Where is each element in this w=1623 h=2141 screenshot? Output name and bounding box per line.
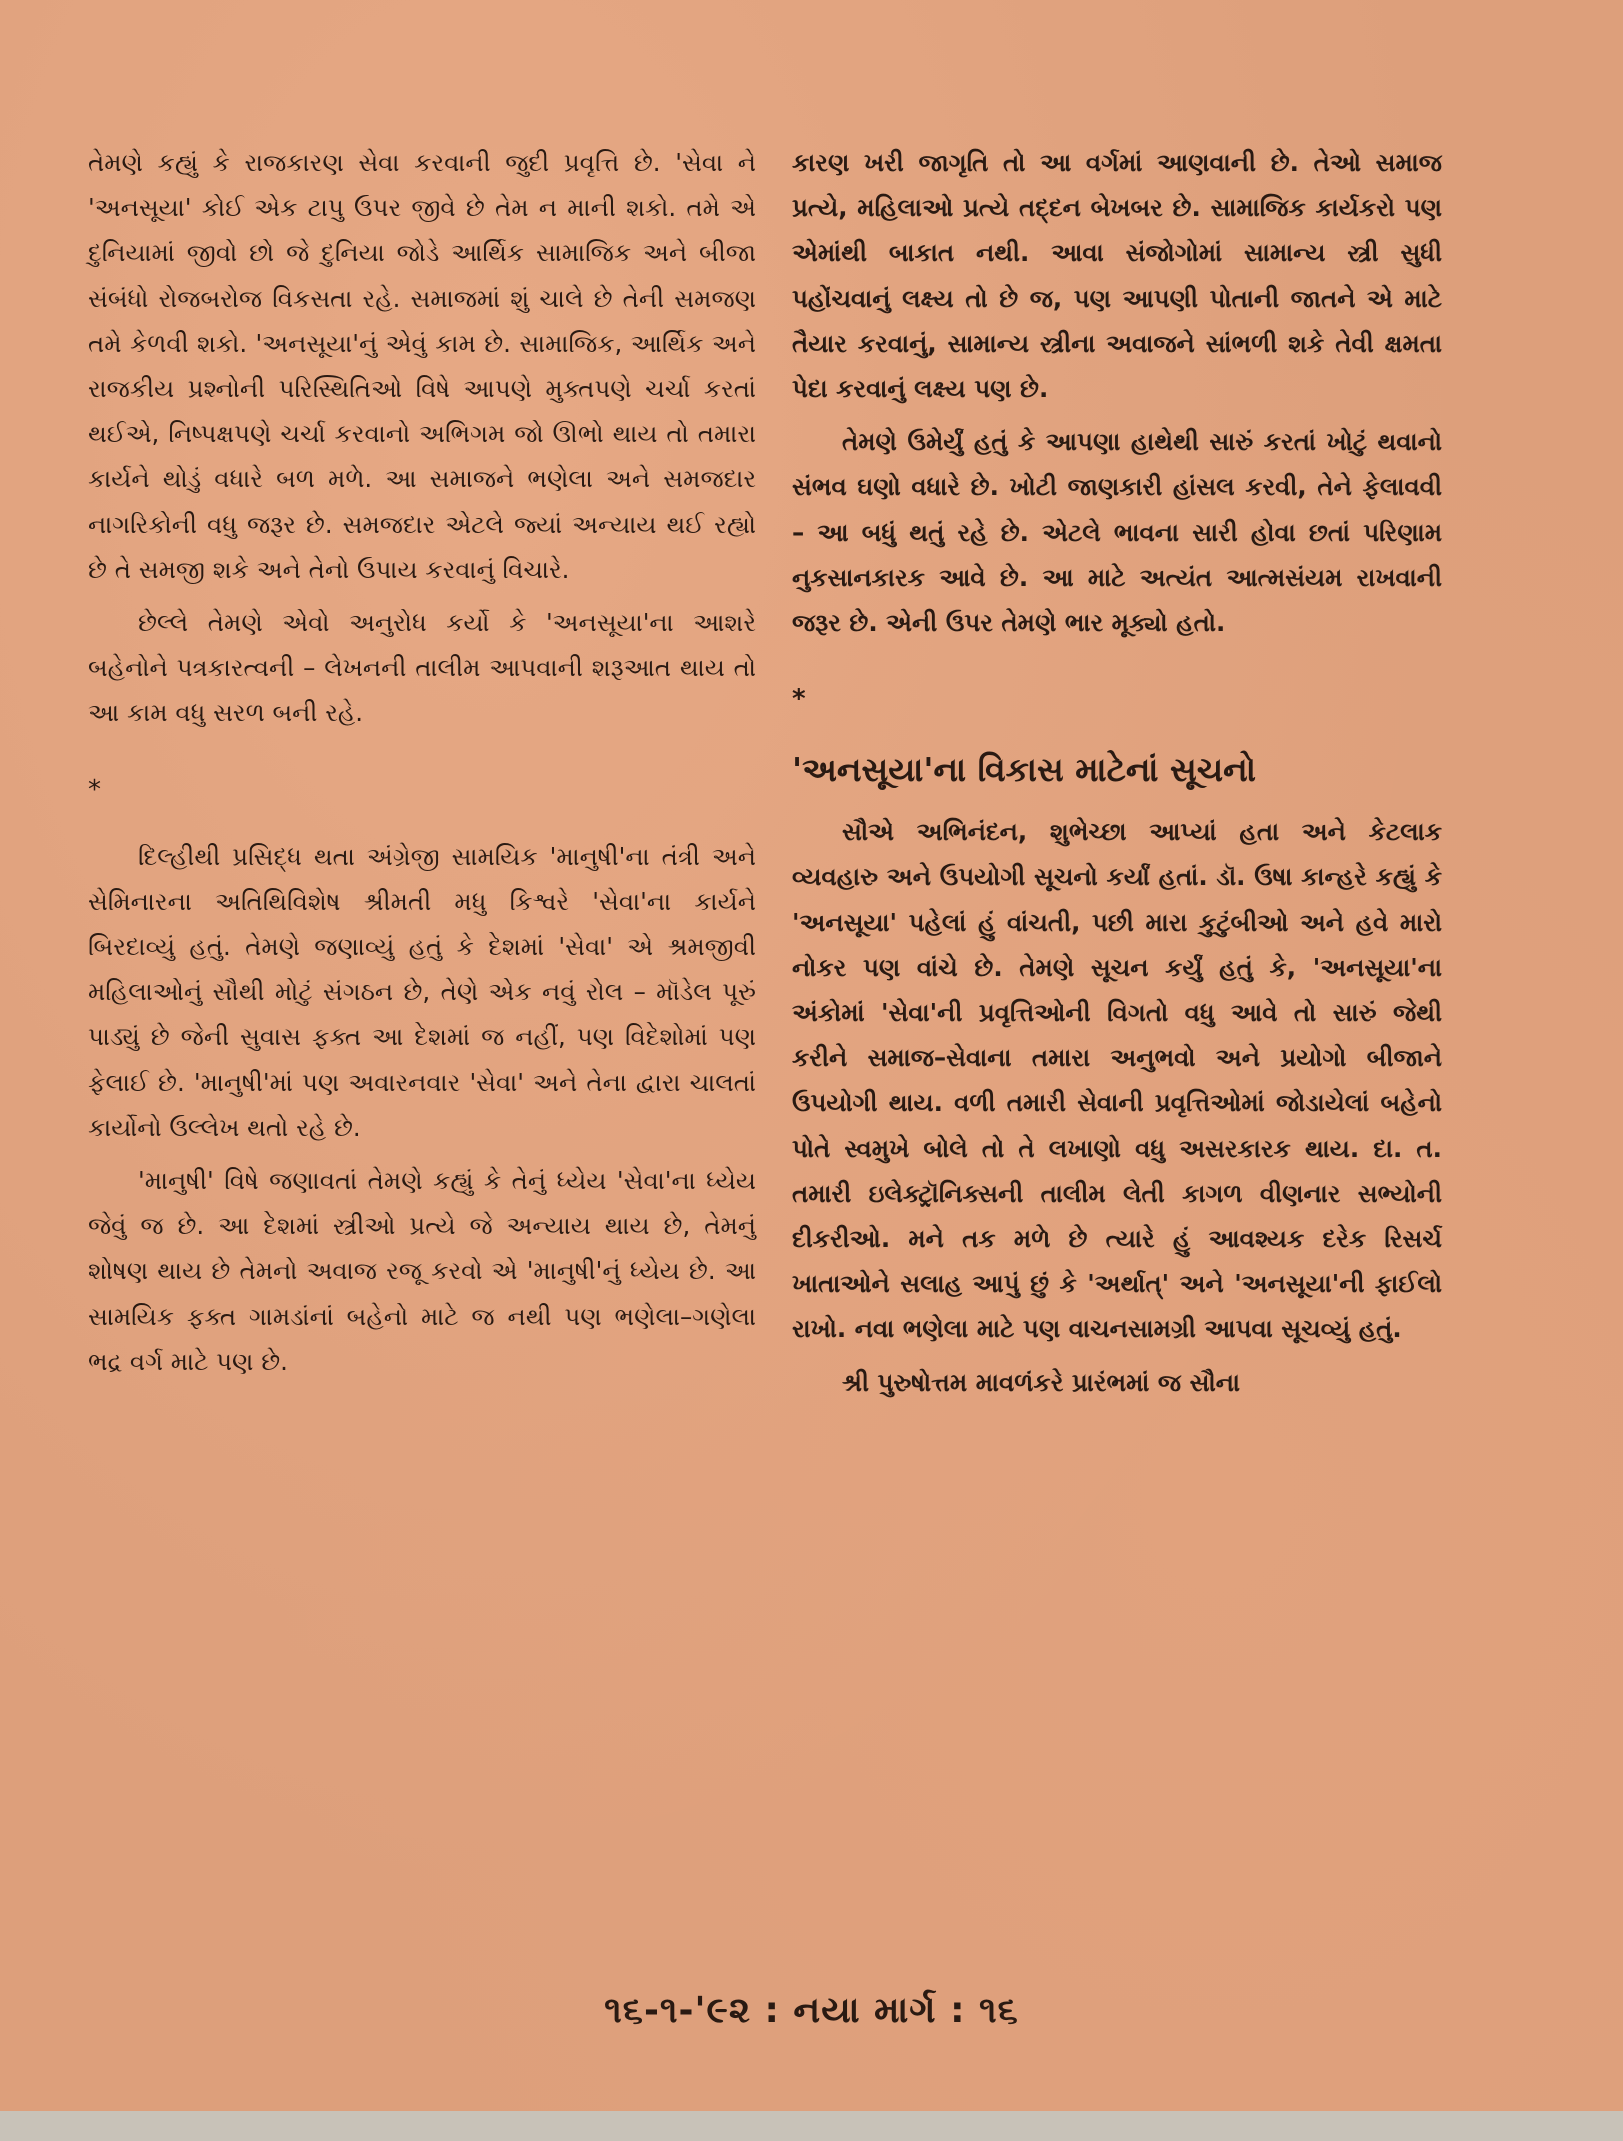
body-paragraph: 'માનુષી' વિષે જણાવતાં તેમણે કહ્યું કે તેનું ધ્યેય 'સેવા'ના ધ્યેય જેવું જ છે. આ દેશમાં સ્ત્રીઓ પ્રત્યે જે અન્યાય થાય છે, તેમનું શોષણ થાય છે તેમનો અવાજ રજૂ કરવો એ 'માનુષી'નું ધ્યેય છે. આ સામયિક ફક્ત ગામડાંનાં બહેનો માટે જ નથી પણ ભણેલા–ગણેલા ભદ્ર વર્ગ માટે પણ છે. [88,1166,756,1376]
scan-edge [0,2111,1623,2141]
body-paragraph: તેમણે કહ્યું કે રાજકારણ સેવા કરવાની જુદી પ્રવૃત્તિ છે. 'સેવા ને 'અનસૂયા' કોઈ એક ટાપુ ઉપર જીવે છે તેમ ન માની શકો. તમે એ દુનિયામાં જીવો છો જે દુનિયા જોડે આર્થિક સામાજિક અને બીજા સંબંધો રોજબરોજ વિકસતા રહે. સમાજમાં શું ચાલે છે તેની સમજણ તમે કેળવી શકો. 'અનસૂયા'નું એવું કામ છે. સામાજિક, આર્થિક અને રાજકીય પ્રશ્નોની પરિસ્થિતિઓ વિષે આપણે મુક્તપણે ચર્ચા કરતાં થઈએ, નિષ્પક્ષપણે ચર્ચા કરવાનો અભિગમ જો ઊભો થાય તો તમારા કાર્યને થોડું વધારે બળ મળે. આ સમાજને ભણેલા અને સમજદાર નાગરિકોની વધુ જરૂર છે. સમજદાર એટલે જ્યાં અન્યાય થઈ રહ્યો છે તે સમજી શકે અને તેનો ઉપાય કરવાનું વિચારે. [88,148,756,584]
body-paragraph: સૌએ અભિનંદન, શુભેચ્છા આપ્યાં હતા અને કેટલાક વ્યવહારુ અને ઉપયોગી સૂચનો કર્યાં હતાં. ડૉ. ઉષા કાન્હરે કહ્યું કે 'અનસૂયા' પહેલાં હું વાંચતી, પછી મારા કુટુંબીઓ અને હવે મારો નોકર પણ વાંચે છે. તેમણે સૂચન કર્યું હતું કે, 'અનસૂયા'ના અંકોમાં 'સેવા'ની પ્રવૃત્તિઓની વિગતો વધુ આવે તો સારું જેથી કરીને સમાજ–સેવાના તમારા અનુભવો અને પ્રયોગો બીજાને ઉપયોગી થાય. વળી તમારી સેવાની પ્રવૃત્તિઓમાં જોડાયેલાં બહેનો પોતે સ્વમુખે બોલે તો તે લખાણો વધુ અસરકારક થાય. દા. ત. તમારી ઇલેક્ટ્રૉનિક્સની તાલીમ લેતી કાગળ વીણનાર સભ્યોની દીકરીઓ. મને તક મળે છે ત્યારે હું આવશ્યક દરેક રિસર્ચ ખાતાઓને સલાહ આપું છું કે 'અર્થાત્' અને 'અનસૂયા'ની ફાઈલો રાખો. નવા ભણેલા માટે પણ વાચનસામગ્રી આપવા સૂચવ્યું હતું. [792,817,1442,1344]
body-paragraph: દિલ્હીથી પ્રસિદ્ધ થતા અંગ્રેજી સામયિક 'માનુષી'ના તંત્રી અને સેમિનારના અતિથિવિશેષ શ્રીમતી મધુ કિશ્વરે 'સેવા'ના કાર્યને બિરદાવ્યું હતું. તેમણે જણાવ્યું હતું કે દેશમાં 'સેવા' એ શ્રમજીવી મહિલાઓનું સૌથી મોટું સંગઠન છે, તેણે એક નવું રોલ – મૉડેલ પૂરું પાડ્યું છે જેની સુવાસ ફક્ત આ દેશમાં જ નહીં, પણ વિદેશોમાં પણ ફેલાઈ છે. 'માનુષી'માં પણ અવારનવાર 'સેવા' અને તેના દ્વારા ચાલતાં કાર્યોનો ઉલ્લેખ થતો રહે છે. [88,841,756,1142]
page-footer: ૧૬-૧-'૯૨ : નયા માર્ગ : ૧૬ [604,1990,1019,2031]
body-paragraph: શ્રી પુરુષોત્તમ માવળંકરે પ્રારંભમાં જ સૌના [842,1367,1240,1397]
body-paragraph: છેલ્લે તેમણે એવો અનુરોધ કર્યો કે 'અનસૂયા'ના આશરે બહેનોને પત્રકારત્વની – લેખનની તાલીમ આપવાની શરૂઆત થાય તો આ કામ વધુ સરળ બની રહે. [88,608,756,728]
body-paragraph: તેમણે ઉમેર્યું હતું કે આપણા હાથેથી સારું કરતાં ખોટું થવાનો સંભવ ઘણો વધારે છે. ખોટી જાણકારી હાંસલ કરવી, તેને ફેલાવવી – આ બધું થતું રહે છે. એટલે ભાવના સારી હોવા છતાં પરિણામ નુકસાનકારક આવે છે. આ માટે અત્યંત આત્મસંયમ રાખવાની જરૂર છે. એની ઉપર તેમણે ભાર મૂક્યો હતો. [792,427,1442,638]
left-column [88,140,756,1384]
right-column [792,140,1442,1405]
section-separator: * [792,684,806,715]
section-separator: * [88,774,101,805]
section-heading: 'અનસૂયા'ના વિકાસ માટેનાં સૂચનો [792,750,1256,790]
body-paragraph: કારણ ખરી જાગૃતિ તો આ વર્ગમાં આણવાની છે. તેઓ સમાજ પ્રત્યે, મહિલાઓ પ્રત્યે તદ્દન બેખબર છે. સામાજિક કાર્યકરો પણ એમાંથી બાકાત નથી. આવા સંજોગોમાં સામાન્ય સ્ત્રી સુધી પહોંચવાનું લક્ષ્ય તો છે જ, પણ આપણી પોતાની જાતને એ માટે તૈયાર કરવાનું, સામાન્ય સ્ત્રીના અવાજને સાંભળી શકે તેવી ક્ષમતા પેદા કરવાનું લક્ષ્ય પણ છે. [792,148,1442,404]
